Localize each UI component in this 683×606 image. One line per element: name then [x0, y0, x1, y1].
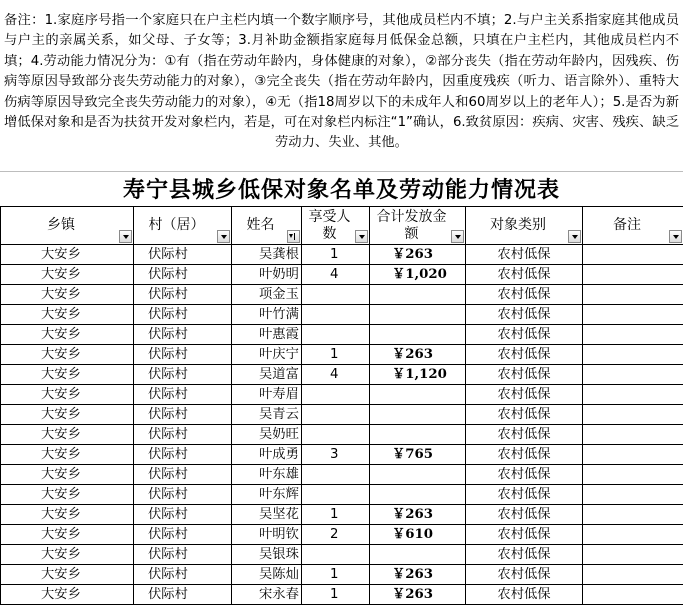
cell-town[interactable]: 大安乡 [1, 445, 134, 465]
cell-type[interactable]: 农村低保 [466, 425, 583, 445]
cell-count[interactable]: 2 [302, 525, 370, 545]
cell-remark[interactable] [583, 285, 683, 305]
cell-amount[interactable] [370, 485, 466, 505]
table-row [1, 365, 683, 385]
table-title: 寿宁县城乡低保对象名单及劳动能力情况表 [0, 171, 683, 207]
cell-type[interactable]: 农村低保 [466, 525, 583, 545]
header-count [302, 207, 370, 245]
header-amount [370, 207, 466, 245]
cell-count[interactable] [302, 465, 370, 485]
table-row [1, 425, 683, 445]
cell-village[interactable]: 伏际村 [134, 265, 232, 285]
table-row [1, 305, 683, 325]
cell-type[interactable]: 农村低保 [466, 545, 583, 565]
table-row [1, 445, 683, 465]
cell-name[interactable]: 叶成勇 [232, 445, 302, 465]
cell-type[interactable]: 农村低保 [466, 265, 583, 285]
table-row [1, 345, 683, 365]
cell-amount[interactable] [370, 385, 466, 405]
cell-remark[interactable] [583, 345, 683, 365]
cell-remark[interactable] [583, 585, 683, 605]
cell-town[interactable]: 大安乡 [1, 405, 134, 425]
cell-village[interactable]: 伏际村 [134, 345, 232, 365]
cell-village[interactable]: 伏际村 [134, 365, 232, 385]
cell-count[interactable]: 1 [302, 245, 370, 265]
cell-count[interactable] [302, 405, 370, 425]
table-row [1, 485, 683, 505]
cell-type[interactable]: 农村低保 [466, 565, 583, 585]
cell-amount[interactable] [370, 425, 466, 445]
header-town-label: 乡镇 [47, 217, 75, 233]
cell-amount[interactable] [370, 305, 466, 325]
cell-name[interactable]: 项金玉 [232, 285, 302, 305]
filter-dropdown-remark-icon[interactable] [669, 230, 682, 243]
cell-amount[interactable]: ￥263 [370, 245, 466, 265]
cell-count[interactable]: 1 [302, 565, 370, 585]
cell-town[interactable]: 大安乡 [1, 545, 134, 565]
cell-remark[interactable] [583, 565, 683, 585]
cell-town[interactable]: 大安乡 [1, 505, 134, 525]
cell-village[interactable]: 伏际村 [134, 545, 232, 565]
cell-count[interactable] [302, 485, 370, 505]
cell-village[interactable]: 伏际村 [134, 305, 232, 325]
cell-town[interactable]: 大安乡 [1, 245, 134, 265]
cell-town[interactable]: 大安乡 [1, 485, 134, 505]
header-type-label: 对象类别 [490, 217, 546, 233]
cell-type[interactable]: 农村低保 [466, 465, 583, 485]
cell-amount[interactable]: ￥1,120 [370, 365, 466, 385]
cell-name[interactable]: 叶寿眉 [232, 385, 302, 405]
cell-remark[interactable] [583, 365, 683, 385]
cell-type[interactable]: 农村低保 [466, 445, 583, 465]
cell-town[interactable]: 大安乡 [1, 565, 134, 585]
cell-amount[interactable] [370, 465, 466, 485]
cell-name[interactable]: 叶东雄 [232, 465, 302, 485]
cell-remark[interactable] [583, 425, 683, 445]
cell-town[interactable]: 大安乡 [1, 585, 134, 605]
cell-remark[interactable] [583, 405, 683, 425]
cell-remark[interactable] [583, 485, 683, 505]
cell-count[interactable] [302, 305, 370, 325]
cell-amount[interactable]: ￥263 [370, 585, 466, 605]
cell-village[interactable]: 伏际村 [134, 565, 232, 585]
filter-dropdown-count-icon[interactable] [355, 230, 368, 243]
cell-count[interactable] [302, 545, 370, 565]
filter-dropdown-village-icon[interactable] [217, 230, 230, 243]
cell-type[interactable]: 农村低保 [466, 405, 583, 425]
recipient-table [0, 206, 683, 605]
header-remark-label: 备注 [613, 217, 641, 233]
table-row [1, 585, 683, 605]
table-row [1, 265, 683, 285]
note-text: 备注：1.家庭序号指一个家庭只在户主栏内填一个数字顺序号，其他成员栏内不填；2.与户主关系指家庭其他成员与户主的亲属关系，如父母、子女等；3.月补助金额指家庭每月低保金总额，只填在户主栏内，其他成员栏内不填；4.劳动能力情况分为：①有（指在劳动年龄内，身体健康的对象），②部分丧失（指在劳动年龄内，因残疾、伤病等原因导致部分丧失劳动能力的对象），③完全丧失（指在劳动年龄内，因重度残疾（听力、语言除外）、重特大伤病等原因导致完全丧失劳动能力的对象），④无（指18周岁以下的未成年人和60周岁以上的老年人）；5.是否为新增低保对象和是否为扶贫开发对象栏内，若是，可在对象栏内标注“1”确认，6.致贫原因：疾病、灾害、残疾、缺乏劳动力、失业、其他。 [4, 13, 679, 151]
table-row [1, 505, 683, 525]
cell-type[interactable]: 农村低保 [466, 245, 583, 265]
cell-village[interactable]: 伏际村 [134, 405, 232, 425]
filter-dropdown-amount-icon[interactable] [451, 230, 464, 243]
cell-name[interactable]: 叶明钦 [232, 525, 302, 545]
cell-remark[interactable] [583, 305, 683, 325]
cell-count[interactable]: 1 [302, 505, 370, 525]
table-row [1, 285, 683, 305]
cell-town[interactable]: 大安乡 [1, 305, 134, 325]
header-town [1, 207, 134, 245]
table-row [1, 525, 683, 545]
cell-remark[interactable] [583, 465, 683, 485]
cell-type[interactable]: 农村低保 [466, 585, 583, 605]
cell-name[interactable]: 叶东辉 [232, 485, 302, 505]
cell-village[interactable]: 伏际村 [134, 245, 232, 265]
cell-village[interactable]: 伏际村 [134, 465, 232, 485]
cell-village[interactable]: 伏际村 [134, 525, 232, 545]
filter-dropdown-type-icon[interactable] [568, 230, 581, 243]
cell-type[interactable]: 农村低保 [466, 505, 583, 525]
cell-amount[interactable]: ￥1,020 [370, 265, 466, 285]
cell-name[interactable]: 叶竹满 [232, 305, 302, 325]
cell-type[interactable]: 农村低保 [466, 385, 583, 405]
cell-remark[interactable] [583, 385, 683, 405]
cell-name[interactable]: 吴坚花 [232, 505, 302, 525]
filter-dropdown-town-icon[interactable] [119, 230, 132, 243]
table-row [1, 325, 683, 345]
cell-village[interactable]: 伏际村 [134, 325, 232, 345]
cell-count[interactable]: 4 [302, 265, 370, 285]
cell-remark[interactable] [583, 545, 683, 565]
cell-village[interactable]: 伏际村 [134, 585, 232, 605]
header-village [134, 207, 232, 245]
cell-count[interactable]: 4 [302, 365, 370, 385]
cell-amount[interactable]: ￥263 [370, 565, 466, 585]
cell-village[interactable]: 伏际村 [134, 485, 232, 505]
cell-town[interactable]: 大安乡 [1, 525, 134, 545]
cell-name[interactable]: 叶奶明 [232, 265, 302, 285]
cell-type[interactable]: 农村低保 [466, 305, 583, 325]
cell-remark[interactable] [583, 325, 683, 345]
cell-type[interactable]: 农村低保 [466, 365, 583, 385]
cell-village[interactable]: 伏际村 [134, 505, 232, 525]
header-count-label: 享受人数 [308, 208, 351, 242]
cell-village[interactable]: 伏际村 [134, 385, 232, 405]
cell-remark[interactable] [583, 445, 683, 465]
cell-town[interactable]: 大安乡 [1, 385, 134, 405]
table-row [1, 565, 683, 585]
cell-remark[interactable] [583, 505, 683, 525]
header-name-label: 姓名 [246, 217, 275, 233]
cell-type[interactable]: 农村低保 [466, 325, 583, 345]
cell-town[interactable]: 大安乡 [1, 425, 134, 445]
cell-amount[interactable] [370, 405, 466, 425]
cell-name[interactable]: 吴龚根 [232, 245, 302, 265]
cell-remark[interactable] [583, 265, 683, 285]
cell-amount[interactable]: ￥263 [370, 505, 466, 525]
table-row [1, 405, 683, 425]
header-amount-label: 合计发放金额 [376, 208, 447, 242]
cell-name[interactable]: 吴青云 [232, 405, 302, 425]
cell-amount[interactable]: ￥263 [370, 345, 466, 365]
cell-amount[interactable] [370, 325, 466, 345]
cell-remark[interactable] [583, 245, 683, 265]
table-row [1, 245, 683, 265]
cell-name[interactable]: 吴陈灿 [232, 565, 302, 585]
cell-amount[interactable] [370, 545, 466, 565]
cell-village[interactable]: 伏际村 [134, 285, 232, 305]
cell-count[interactable]: 3 [302, 445, 370, 465]
cell-count[interactable] [302, 285, 370, 305]
cell-town[interactable]: 大安乡 [1, 325, 134, 345]
cell-count[interactable] [302, 425, 370, 445]
header-type [466, 207, 583, 245]
cell-amount[interactable]: ￥610 [370, 525, 466, 545]
cell-type[interactable]: 农村低保 [466, 285, 583, 305]
cell-amount[interactable]: ￥765 [370, 445, 466, 465]
cell-town[interactable]: 大安乡 [1, 465, 134, 485]
cell-type[interactable]: 农村低保 [466, 485, 583, 505]
cell-name[interactable]: 叶惠霞 [232, 325, 302, 345]
cell-count[interactable]: 1 [302, 585, 370, 605]
cell-amount[interactable] [370, 285, 466, 305]
cell-town[interactable]: 大安乡 [1, 345, 134, 365]
header-name [232, 207, 302, 245]
cell-town[interactable]: 大安乡 [1, 265, 134, 285]
cell-count[interactable] [302, 325, 370, 345]
header-remark [583, 207, 683, 245]
cell-town[interactable]: 大安乡 [1, 285, 134, 305]
cell-name[interactable]: 宋永春 [232, 585, 302, 605]
cell-town[interactable]: 大安乡 [1, 365, 134, 385]
table-row [1, 385, 683, 405]
cell-name[interactable]: 吴奶旺 [232, 425, 302, 445]
filter-active-name-icon[interactable] [287, 230, 300, 243]
cell-remark[interactable] [583, 525, 683, 545]
cell-name[interactable]: 叶庆宁 [232, 345, 302, 365]
cell-village[interactable]: 伏际村 [134, 425, 232, 445]
header-row [1, 207, 683, 245]
cell-name[interactable]: 吴银珠 [232, 545, 302, 565]
cell-count[interactable]: 1 [302, 345, 370, 365]
cell-village[interactable]: 伏际村 [134, 445, 232, 465]
cell-type[interactable]: 农村低保 [466, 345, 583, 365]
cell-name[interactable]: 吴道富 [232, 365, 302, 385]
cell-count[interactable] [302, 385, 370, 405]
header-village-label: 村（居） [148, 217, 205, 233]
table-row [1, 545, 683, 565]
table-row [1, 465, 683, 485]
